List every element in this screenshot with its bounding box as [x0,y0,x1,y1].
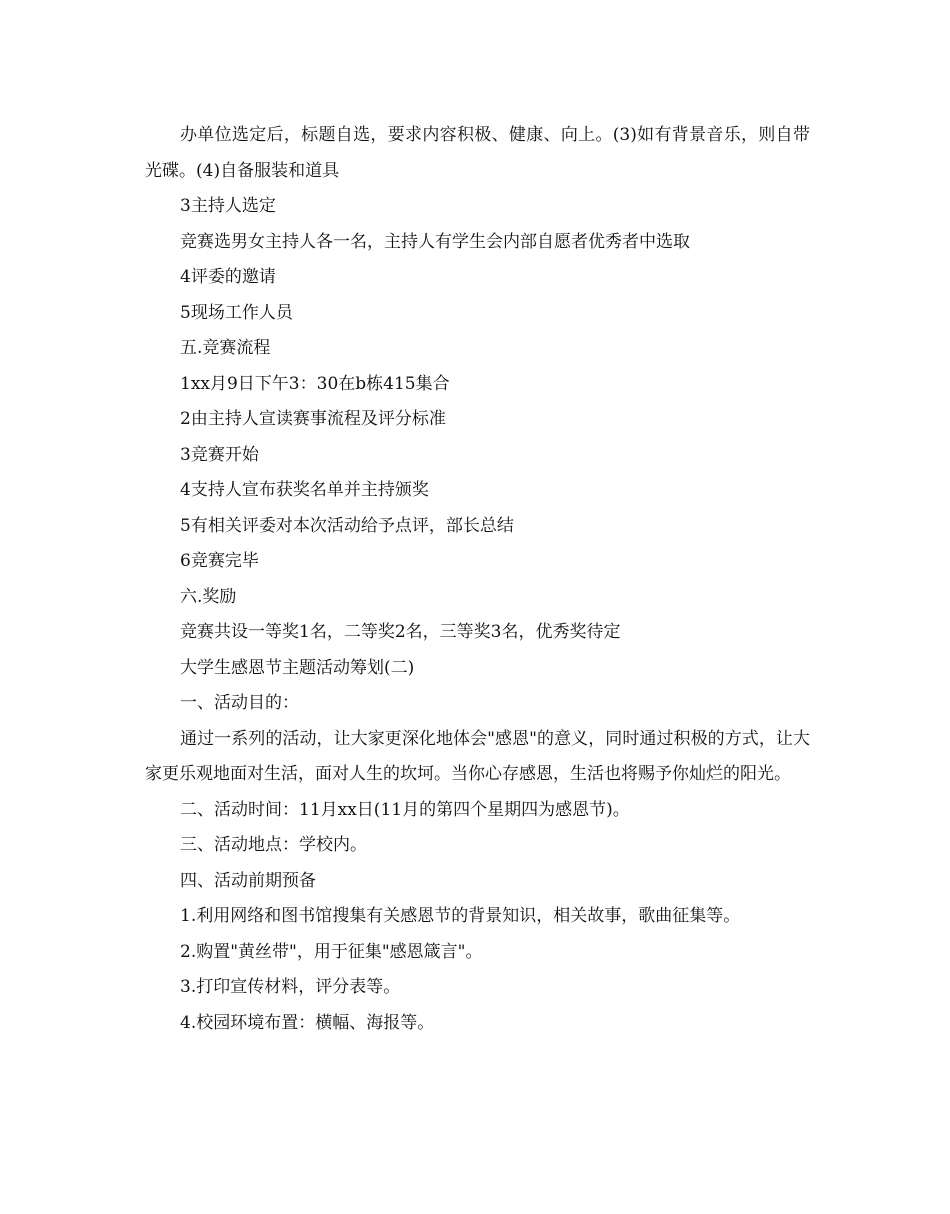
paragraph: 2.购置"黄丝带"，用于征集"感恩箴言"。 [180,941,483,962]
document-body [145,118,810,1041]
paragraph: 竞赛选男女主持人各一名，主持人有学生会内部自愿者优秀者中选取 [180,231,690,252]
paragraph: 1xx月9日下午3：30在b栋415集合 [180,373,450,394]
paragraph: 6竞赛完毕 [180,551,259,571]
paragraph: 五.竞赛流程 [180,338,271,358]
paragraph: 4支持人宣布获奖名单并主持颁奖 [180,480,429,500]
paragraph: 1.利用网络和图书馆搜集有关感恩节的背景知识，相关故事，歌曲征集等。 [180,906,741,926]
paragraph: 3主持人选定 [180,196,276,216]
paragraph: 3.打印宣传材料，评分表等。 [180,977,401,997]
paragraph: 大学生感恩节主题活动筹划(二) [180,657,415,678]
paragraph: 4.校园环境布置：横幅、海报等。 [180,1012,435,1033]
paragraph: 通过一系列的活动，让大家更深化地体会"感恩"的意义，同时通过积极的方式，让大家更乐观地面对生活，面对人生的坎坷。当你心存感恩，生活也将赐予你灿烂的阳光。 [145,728,810,784]
paragraph: 三、活动地点：学校内。 [180,835,367,855]
paragraph: 4评委的邀请 [180,267,276,287]
paragraph: 3竞赛开始 [180,444,259,465]
paragraph: 六.奖励 [180,586,237,607]
paragraph: 办单位选定后，标题自选，要求内容积极、健康、向上。(3)如有背景音乐，则自带光碟。(4)自备服装和道具 [145,125,810,181]
paragraph: 5现场工作人员 [180,302,293,323]
paragraph: 5有相关评委对本次活动给予点评，部长总结 [180,515,514,536]
paragraph: 2由主持人宣读赛事流程及评分标准 [180,409,446,429]
paragraph: 四、活动前期预备 [180,870,316,891]
paragraph: 二、活动时间：11月xx日(11月的第四个星期四为感恩节)。 [180,799,630,820]
paragraph: 竞赛共设一等奖1名，二等奖2名，三等奖3名，优秀奖待定 [180,622,621,642]
paragraph: 一、活动目的： [180,693,299,713]
